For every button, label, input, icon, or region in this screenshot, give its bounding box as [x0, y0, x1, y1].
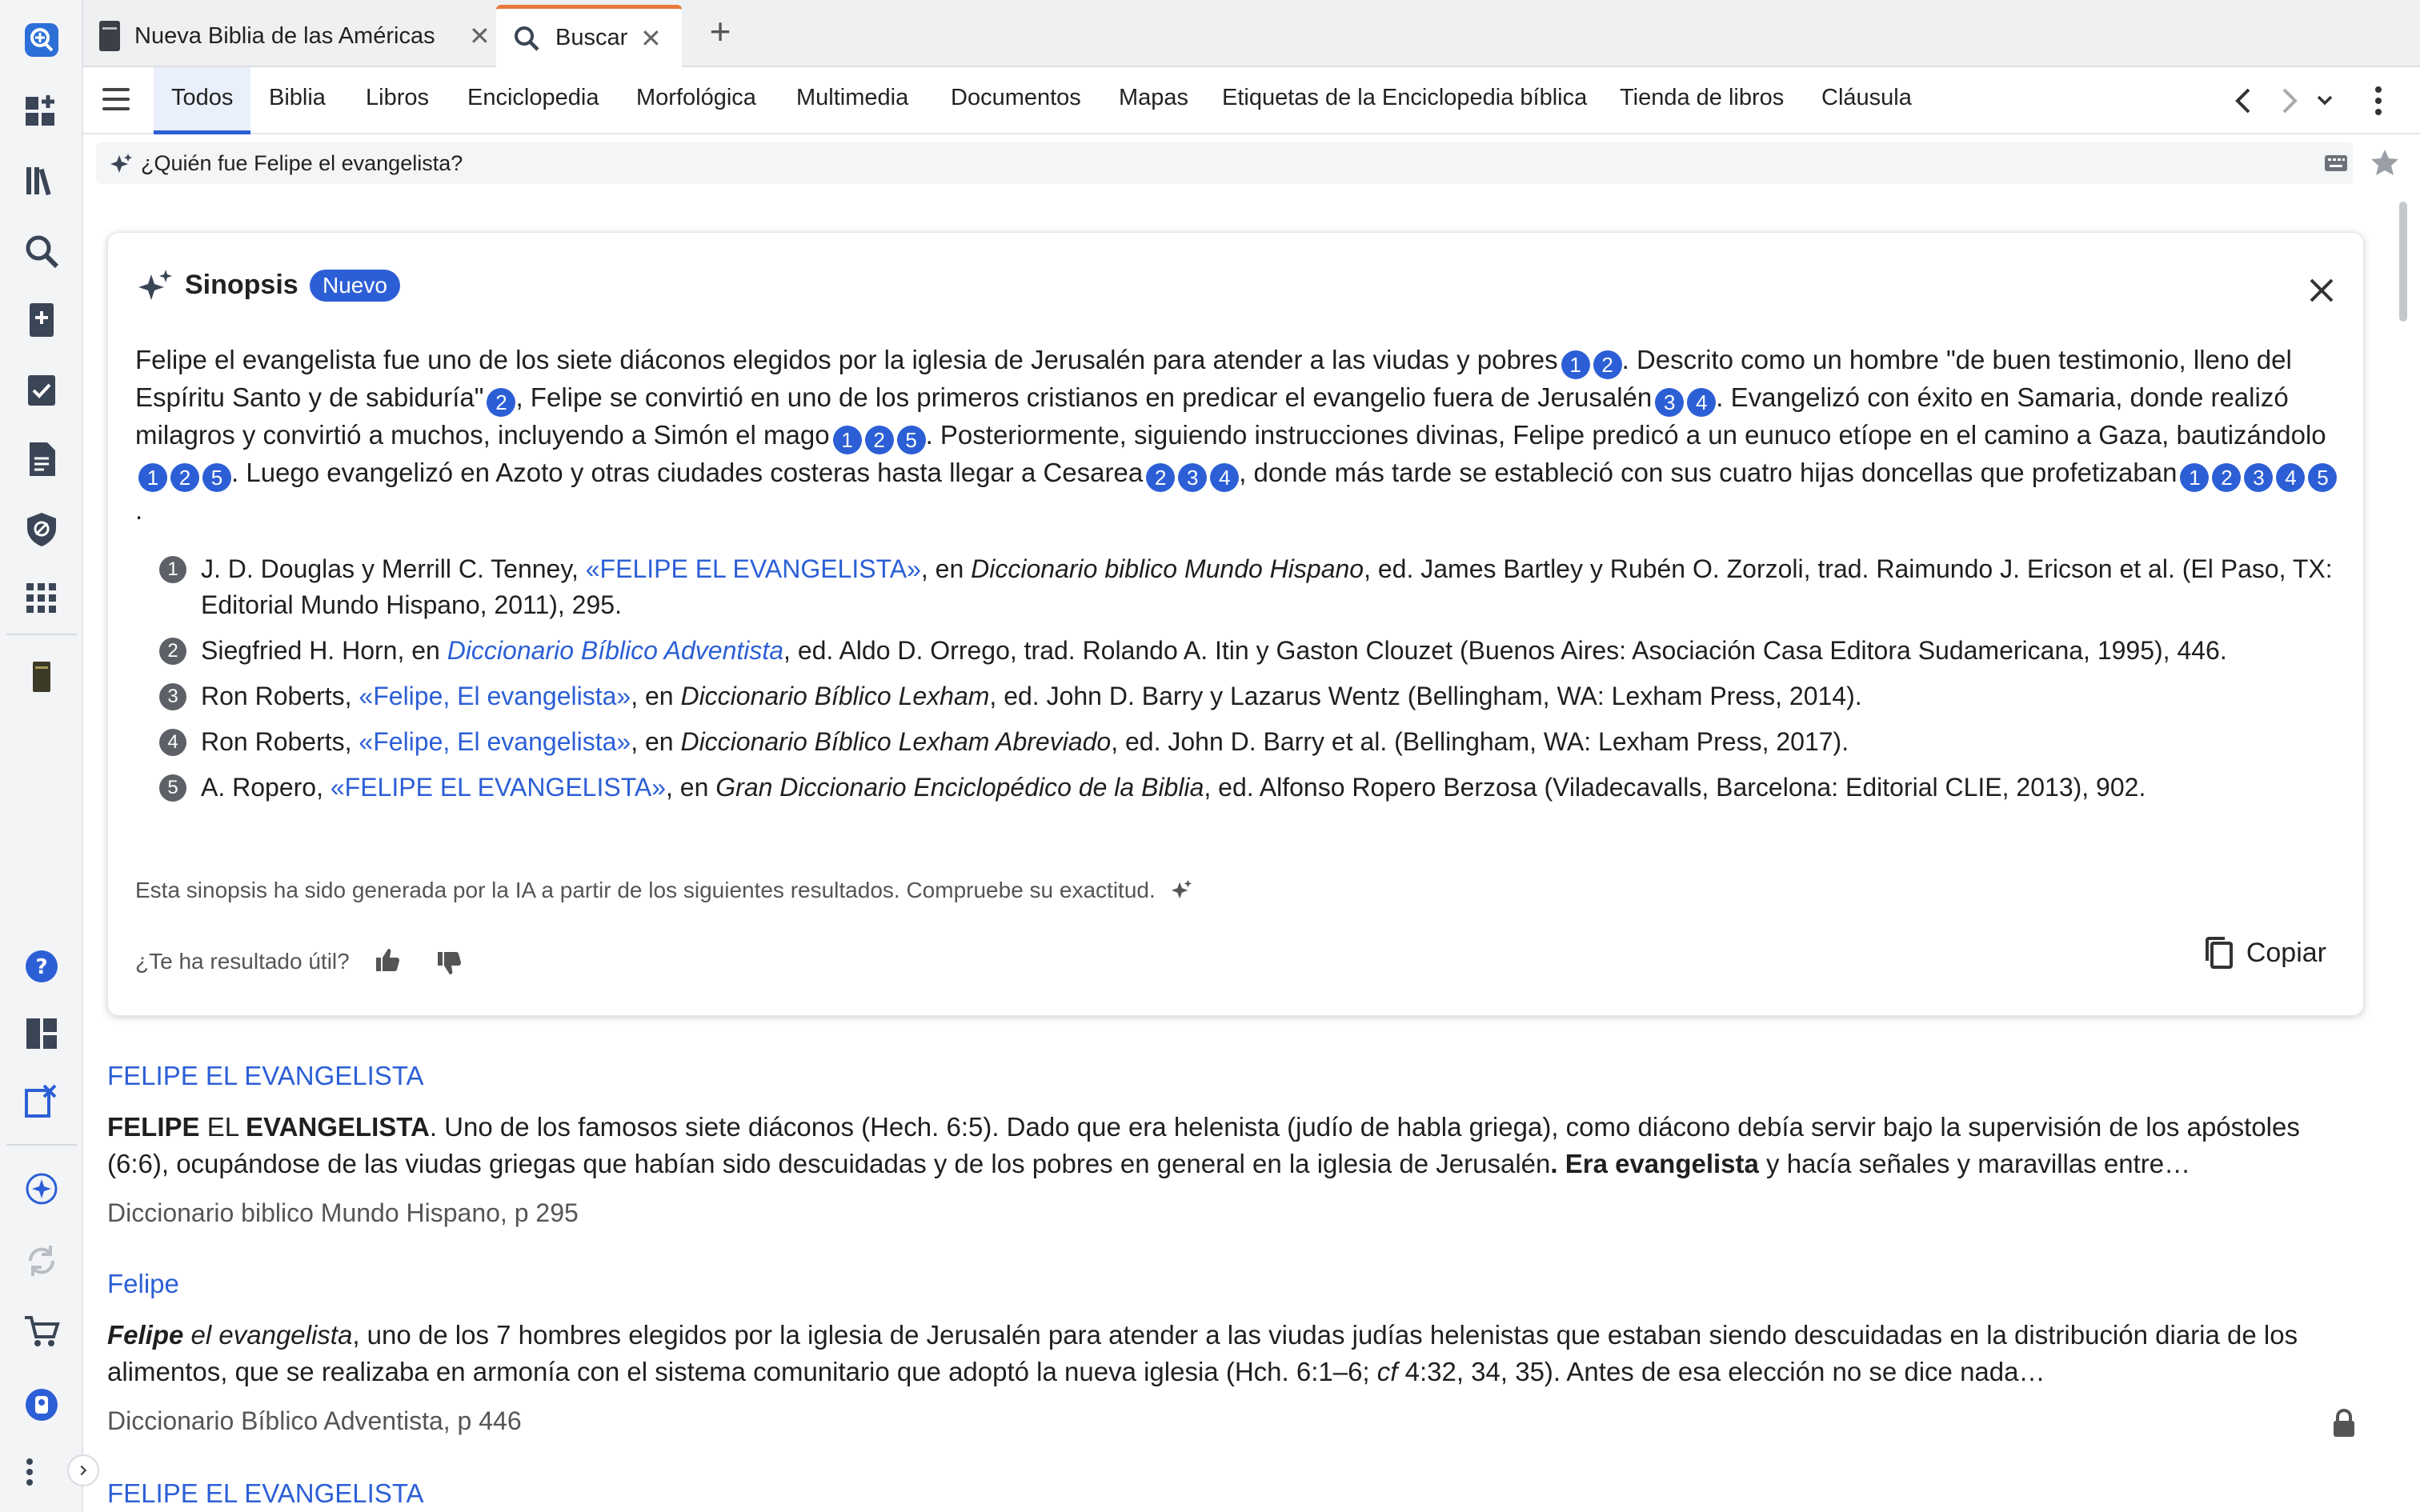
citation-marker[interactable]: 4: [1210, 463, 1239, 492]
result-snippet: [107, 1317, 2356, 1390]
reference-item: [159, 678, 2336, 714]
reference-text: , en: [631, 682, 681, 710]
filter-clause[interactable]: Cláusula: [1821, 85, 1912, 110]
sparkle-icon: [135, 266, 175, 306]
rail-separator: [6, 1144, 77, 1146]
reference-text: , ed. James Bartley y Rubén O. Zorzoli, trad. Raimundo J. Ericson et al. (El Paso, TX: Editorial Mundo Hispano, 2011), 295.: [201, 554, 2333, 619]
citation-marker[interactable]: 5: [897, 426, 926, 454]
search-icon[interactable]: [18, 227, 66, 275]
snippet-text: y hacía señales y maravillas entre…: [1758, 1149, 2191, 1178]
reference-author: Siegfried H. Horn, en: [201, 636, 447, 665]
book-shortcut-icon[interactable]: [18, 653, 66, 701]
ai-assistant-icon[interactable]: [18, 1165, 66, 1213]
close-icon[interactable]: ✕: [640, 23, 662, 53]
reference-text: , en: [666, 773, 716, 802]
reference-link[interactable]: «Felipe, El evangelista»: [359, 727, 631, 756]
thumbs-down-icon[interactable]: [435, 950, 463, 977]
tab-bible[interactable]: [99, 5, 499, 67]
result-title[interactable]: FELIPE EL EVANGELISTA: [107, 1061, 424, 1090]
citation-marker[interactable]: 3: [1655, 388, 1684, 417]
snippet-text: . Uno de los famosos siete diáconos (Hech. 6:5). Dado que era helenista (judío de habla griega), como diácono debía servir bajo la supervisión de los apóstoles (6:6), ocupándose de las viudas griegas que habían sido descuidadas y de los pobres en general en la iglesia de Jerusalén: [107, 1112, 2300, 1178]
reference-number: 2: [159, 638, 186, 665]
tab-label: Buscar: [555, 25, 628, 50]
filter-all[interactable]: Todos: [154, 67, 250, 134]
sync-icon[interactable]: [18, 1237, 66, 1285]
citation-marker[interactable]: 2: [170, 463, 199, 492]
copy-label: Copiar: [2246, 937, 2326, 968]
star-icon[interactable]: [2369, 147, 2401, 179]
reference-number: 3: [159, 683, 186, 710]
reference-author: Ron Roberts,: [201, 682, 359, 710]
reference-link[interactable]: Diccionario Bíblico Adventista: [447, 636, 784, 665]
citation-marker[interactable]: 5: [2308, 463, 2337, 492]
reference-author: Ron Roberts,: [201, 727, 359, 756]
result-source[interactable]: Diccionario biblico Mundo Hispano, p 295: [107, 1198, 579, 1227]
reference-work: Diccionario biblico Mundo Hispano: [971, 554, 1364, 583]
reference-text: , ed. Aldo D. Orrego, trad. Rolando A. Itin y Gaston Clouzet (Buenos Aires: Asociación Casa Editora Sudamericana, 1995), 446.: [783, 636, 2227, 665]
citation-marker[interactable]: 2: [487, 388, 515, 417]
filter-maps[interactable]: Mapas: [1119, 85, 1189, 110]
filter-multimedia[interactable]: Multimedia: [796, 85, 909, 110]
synopsis-segment: . Evangelizó con éxito en Samaria, donde realizó milagros y convirtió a muchos, incluyendo a Simón el mago: [135, 382, 2289, 450]
book-icon: [99, 21, 120, 51]
filter-bar: [83, 67, 2420, 134]
citation-marker[interactable]: 4: [1687, 388, 1716, 417]
citation-marker[interactable]: 1: [138, 463, 167, 492]
feedback-question: ¿Te ha resultado útil?: [135, 949, 350, 974]
close-icon[interactable]: [2307, 276, 2336, 305]
filter-morphology[interactable]: Morfológica: [636, 85, 756, 110]
tab-search[interactable]: [496, 5, 682, 67]
filter-bookstore[interactable]: Tienda de libros: [1620, 85, 1785, 110]
reading-plan-icon[interactable]: [18, 366, 66, 414]
filter-books[interactable]: Libros: [366, 85, 429, 110]
feedback-row: [135, 946, 463, 977]
synopsis-segment: Felipe el evangelista fue uno de los siete diáconos elegidos por la iglesia de Jerusalén para atender a las viudas y pobres: [135, 345, 1558, 374]
more-vertical-icon[interactable]: [18, 1448, 42, 1496]
synopsis-segment: , Felipe se convirtió en uno de los primeros cristianos en predicar el evangelio fuera de Jerusalén: [515, 382, 1653, 412]
rail-separator: [6, 634, 77, 635]
reference-item: [159, 551, 2336, 623]
citation-marker[interactable]: 5: [202, 463, 231, 492]
filter-encyclopedia[interactable]: Enciclopedia: [467, 85, 599, 110]
citation-marker[interactable]: 2: [865, 426, 894, 454]
synopsis-text: [135, 342, 2344, 530]
apps-grid-icon[interactable]: [18, 574, 66, 622]
synopsis-title: Sinopsis: [185, 270, 298, 300]
result-snippet: [107, 1109, 2356, 1182]
new-badge: Nuevo: [310, 270, 400, 302]
reference-text: , ed. John D. Barry y Lazarus Wentz (Bellingham, WA: Lexham Press, 2014).: [989, 682, 1862, 710]
reference-text: , en: [631, 727, 681, 756]
citation-marker[interactable]: 1: [2180, 463, 2209, 492]
citation-marker[interactable]: 3: [2244, 463, 2273, 492]
citation-marker[interactable]: 3: [1178, 463, 1207, 492]
dashboard-add-icon[interactable]: [18, 86, 66, 134]
citation-marker[interactable]: 2: [1593, 350, 1622, 379]
snippet-bold: FELIPE: [107, 1112, 200, 1142]
search-icon: [512, 24, 541, 53]
expand-rail-icon[interactable]: [67, 1454, 99, 1486]
search-input[interactable]: [141, 142, 2222, 184]
reference-text: , ed. Alfonso Ropero Berzosa (Viladecavalls, Barcelona: Editorial CLIE, 2013), 902.: [1204, 773, 2146, 802]
snippet-text: , uno de los 7 hombres elegidos por la iglesia de Jerusalén para atender a las viudas judías helenistas que estaban siendo descuidadas en la distribución diaria de los alimentos, que se realizaba en armonía con el sistema comunitario que adoptó la nueva iglesia (Hch. 6:1–6;: [107, 1320, 2298, 1386]
synopsis-segment: , donde más tarde se estableció con sus cuatro hijas doncellas que profetizaban: [1239, 458, 2178, 487]
sparkle-icon: [109, 152, 133, 176]
reference-text: , en: [920, 554, 972, 583]
snippet-text: 4:32, 34, 35). Antes de esa elección no se dice nada…: [1397, 1357, 2045, 1386]
synopsis-segment: .: [135, 495, 143, 525]
account-icon[interactable]: [18, 1381, 66, 1429]
citation-marker[interactable]: 2: [1146, 463, 1175, 492]
filter-documents[interactable]: Documentos: [951, 85, 1081, 110]
filter-bible[interactable]: Biblia: [269, 85, 326, 110]
chevron-left-icon[interactable]: [2228, 83, 2260, 118]
snippet-italic: cf: [1376, 1357, 1398, 1386]
more-vertical-icon[interactable]: [2370, 82, 2386, 120]
svg-text:?: ?: [35, 955, 48, 979]
snippet-italic: el evangelista: [183, 1320, 353, 1350]
shield-icon[interactable]: [18, 506, 66, 554]
reference-work: Diccionario Bíblico Lexham: [680, 682, 990, 710]
citation-marker[interactable]: 2: [2212, 463, 2241, 492]
new-tab-button[interactable]: +: [709, 10, 731, 52]
reference-list: [159, 551, 2336, 815]
snippet-bold: EVANGELISTA: [246, 1112, 430, 1142]
reference-number: 1: [159, 556, 186, 583]
reference-item: [159, 633, 2336, 669]
library-icon[interactable]: [18, 157, 66, 205]
snippet-bold: . Era evangelista: [1550, 1149, 1759, 1178]
reference-author: A. Ropero,: [201, 773, 331, 802]
reference-work: Gran Diccionario Enciclopédico de la Biblia: [715, 773, 1204, 802]
bible-add-icon[interactable]: [18, 296, 66, 344]
tab-bar: [83, 0, 2420, 67]
chevron-down-icon[interactable]: [2313, 88, 2337, 112]
left-rail: [0, 0, 83, 1512]
citation-marker[interactable]: 1: [1561, 350, 1590, 379]
filter-encyclopedia-tags[interactable]: Etiquetas de la Enciclopedia bíblica: [1222, 85, 1588, 110]
reference-link[interactable]: «FELIPE EL EVANGELISTA»: [330, 773, 666, 802]
search-bar: [96, 142, 2353, 184]
result-title[interactable]: Felipe: [107, 1269, 179, 1298]
close-panels-icon[interactable]: [18, 1077, 66, 1125]
synopsis-card: [107, 232, 2364, 1016]
reference-link[interactable]: «FELIPE EL EVANGELISTA»: [585, 554, 921, 583]
result-title[interactable]: FELIPE EL EVANGELISTA: [107, 1478, 424, 1508]
synopsis-segment: . Luego evangelizó en Azoto y otras ciudades costeras hasta llegar a Cesarea: [231, 458, 1144, 487]
synopsis-segment: . Descrito como un hombre "de buen testimonio, lleno del Espíritu Santo y de sabiduría": [135, 345, 2292, 412]
reference-author: J. D. Douglas y Merrill C. Tenney,: [201, 554, 586, 583]
new-search-icon[interactable]: [18, 16, 66, 64]
cart-icon[interactable]: [18, 1307, 66, 1355]
citation-marker[interactable]: 1: [833, 426, 862, 454]
reference-work: Diccionario Bíblico Lexham Abreviado: [680, 727, 1112, 756]
citation-marker[interactable]: 4: [2276, 463, 2305, 492]
chevron-right-icon[interactable]: [2273, 83, 2305, 118]
reference-number: 5: [159, 774, 186, 802]
copy-icon: [2203, 935, 2235, 970]
lock-icon: [2330, 1408, 2358, 1438]
snippet-text: EL: [199, 1112, 246, 1142]
result-source[interactable]: Diccionario Bíblico Adventista, p 446: [107, 1406, 522, 1435]
reference-number: 4: [159, 729, 186, 756]
snippet-bold-italic: Felipe: [107, 1320, 184, 1350]
thumbs-up-icon[interactable]: [374, 946, 401, 974]
layout-icon[interactable]: [18, 1010, 66, 1058]
reference-link[interactable]: «Felipe, El evangelista»: [359, 682, 631, 710]
keyboard-icon[interactable]: [2324, 154, 2348, 173]
disclaimer-text: Esta sinopsis ha sido generada por la IA a partir de los siguientes resultados. Compruebe su exactitud.: [135, 878, 1156, 902]
sparkle-icon: [1170, 878, 1192, 901]
reference-item: [159, 770, 2336, 806]
synopsis-segment: . Posteriormente, siguiendo instrucciones divinas, Felipe predicó a un eunuco etíope en el camino a Gaza, bautizándolo: [925, 420, 2326, 450]
scrollbar[interactable]: [2399, 202, 2407, 322]
copy-button[interactable]: [2203, 935, 2326, 970]
close-icon[interactable]: ✕: [469, 22, 491, 50]
ai-disclaimer: [135, 878, 1192, 903]
document-icon[interactable]: [18, 435, 66, 483]
menu-icon[interactable]: [102, 88, 130, 110]
help-icon[interactable]: [18, 942, 66, 990]
reference-text: , ed. John D. Barry et al. (Bellingham, WA: Lexham Press, 2017).: [1111, 727, 1849, 756]
tab-label: Nueva Biblia de las Américas: [134, 22, 435, 49]
reference-item: [159, 724, 2336, 760]
